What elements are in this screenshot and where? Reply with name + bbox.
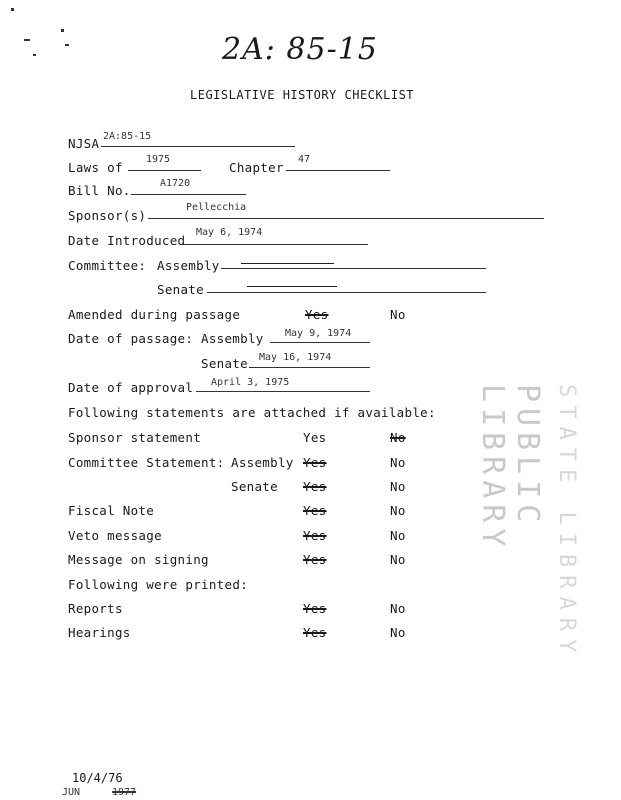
following-printed-heading: Following were printed: xyxy=(68,577,248,592)
handwritten-number: 2A: 85-15 xyxy=(222,32,378,67)
hearings-no: No xyxy=(390,625,406,640)
committee-label: Committee: xyxy=(68,258,147,273)
margin-speck xyxy=(33,54,36,56)
hearings-label: Hearings xyxy=(68,625,131,640)
page-title: LEGISLATIVE HISTORY CHECKLIST xyxy=(190,88,415,102)
laws-of-label: Laws of xyxy=(68,160,123,175)
margin-speck xyxy=(11,8,14,11)
veto-message-yes: Yes xyxy=(303,528,327,543)
committee-statement-assembly-yes: Yes xyxy=(303,455,327,470)
sponsors-value: Pellecchia xyxy=(186,202,247,213)
njsa-value: 2A:85-15 xyxy=(103,131,152,142)
amended-yes: Yes xyxy=(305,307,329,322)
bill-no-underline xyxy=(131,194,246,195)
footer-year: 1977 xyxy=(112,787,137,798)
committee-assembly-dash xyxy=(241,263,334,264)
veto-message-label: Veto message xyxy=(68,528,162,543)
library-stamp xyxy=(475,374,585,674)
passage-assembly-label: Assembly xyxy=(201,331,264,346)
laws-of-underline xyxy=(128,170,201,171)
margin-speck xyxy=(61,29,64,32)
committee-statement-assembly-no: No xyxy=(390,455,406,470)
committee-statement-senate-no: No xyxy=(390,479,406,494)
message-on-signing-label: Message on signing xyxy=(68,552,209,567)
sponsor-statement-yes: Yes xyxy=(303,430,327,445)
committee-senate-label: Senate xyxy=(157,282,204,297)
committee-senate-underline xyxy=(207,292,486,293)
reports-yes: Yes xyxy=(303,601,327,616)
date-of-approval-label: Date of approval xyxy=(68,380,194,395)
margin-speck xyxy=(65,44,69,46)
sponsor-statement-no: No xyxy=(390,430,406,445)
library-stamp-line1: PUBLIC LIBRARY xyxy=(475,384,545,553)
njsa-label: NJSA xyxy=(68,136,100,151)
sponsor-statement-label: Sponsor statement xyxy=(68,430,202,445)
date-of-approval-value: April 3, 1975 xyxy=(211,377,290,388)
njsa-underline xyxy=(101,146,295,147)
date-of-passage-label: Date of passage: xyxy=(68,331,194,346)
footer-month: JUN xyxy=(62,787,81,798)
message-on-signing-no: No xyxy=(390,552,406,567)
committee-statement-label: Committee Statement: xyxy=(68,455,225,470)
chapter-value: 47 xyxy=(298,154,311,165)
message-on-signing-yes: Yes xyxy=(303,552,327,567)
committee-assembly-underline xyxy=(221,268,486,269)
date-introduced-value: May 6, 1974 xyxy=(196,227,263,238)
chapter-label: Chapter xyxy=(229,160,284,175)
amended-label: Amended during passage xyxy=(68,307,241,322)
fiscal-note-label: Fiscal Note xyxy=(68,503,155,518)
date-of-approval-underline xyxy=(196,391,370,392)
date-introduced-underline xyxy=(181,244,368,245)
sponsors-underline xyxy=(148,218,544,219)
chapter-underline xyxy=(286,170,390,171)
passage-assembly-value: May 9, 1974 xyxy=(285,328,352,339)
margin-speck xyxy=(24,39,30,41)
hearings-yes: Yes xyxy=(303,625,327,640)
committee-senate-dash xyxy=(247,286,337,287)
committee-assembly-label: Assembly xyxy=(157,258,220,273)
sponsors-label: Sponsor(s) xyxy=(68,208,147,223)
following-attached-heading: Following statements are attached if available: xyxy=(68,405,436,420)
passage-assembly-underline xyxy=(270,342,370,343)
committee-statement-senate-label: Senate xyxy=(231,479,278,494)
passage-senate-underline xyxy=(249,367,370,368)
fiscal-note-yes: Yes xyxy=(303,503,327,518)
bill-no-value: A1720 xyxy=(160,178,191,189)
bill-no-label: Bill No. xyxy=(68,183,131,198)
amended-no: No xyxy=(390,307,406,322)
library-stamp-line2: STATE LIBRARY xyxy=(554,384,579,661)
laws-of-value: 1975 xyxy=(146,154,171,165)
reports-label: Reports xyxy=(68,601,123,616)
committee-statement-assembly-label: Assembly xyxy=(231,455,294,470)
footer-date: 10/4/76 xyxy=(72,771,123,785)
date-introduced-label: Date Introduced xyxy=(68,233,186,248)
passage-senate-value: May 16, 1974 xyxy=(259,352,332,363)
fiscal-note-no: No xyxy=(390,503,406,518)
passage-senate-label: Senate xyxy=(201,356,248,371)
veto-message-no: No xyxy=(390,528,406,543)
reports-no: No xyxy=(390,601,406,616)
committee-statement-senate-yes: Yes xyxy=(303,479,327,494)
